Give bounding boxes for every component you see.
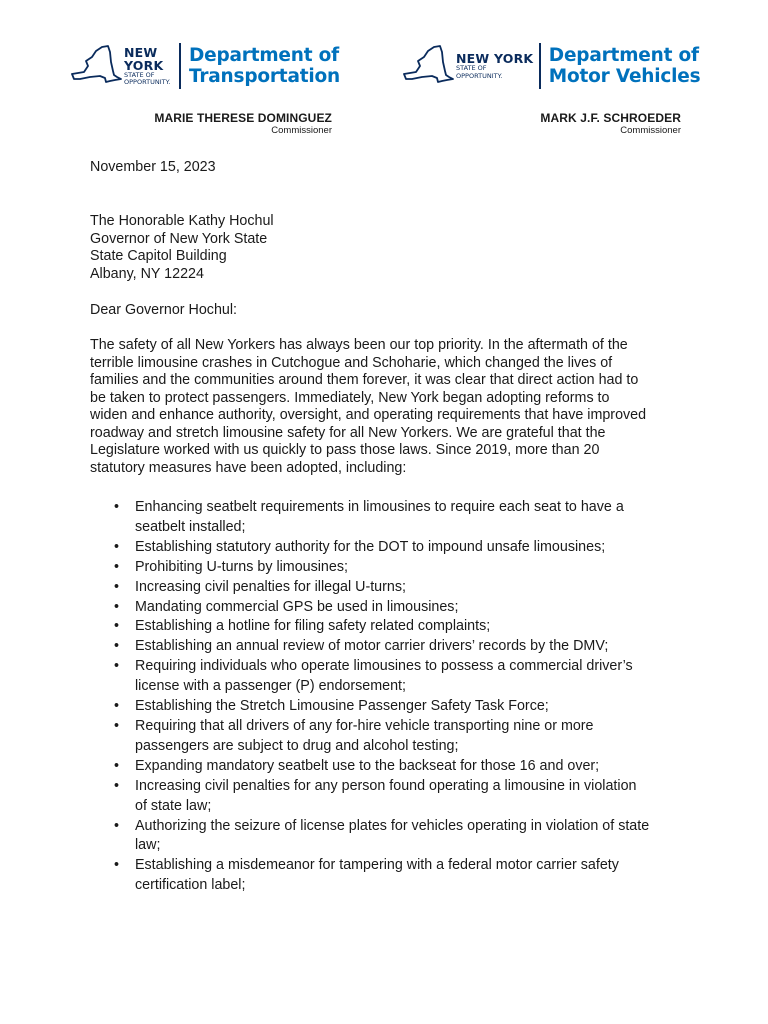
list-item bbox=[108, 578, 728, 598]
bullet-icon: • bbox=[114, 558, 120, 575]
commissioner-title: Commissioner bbox=[271, 125, 332, 136]
bullet-icon: • bbox=[114, 538, 120, 555]
bullet-icon: • bbox=[114, 698, 120, 715]
list-item bbox=[108, 856, 728, 896]
bullet-icon: • bbox=[114, 857, 120, 874]
list-item-text: passengers are subject to drug and alcohol testing; bbox=[135, 737, 459, 754]
list-item-text: Mandating commercial GPS be used in limousines; bbox=[135, 598, 459, 615]
list-item bbox=[108, 498, 728, 538]
commissioner-title: Commissioner bbox=[620, 125, 681, 136]
ny-title: NEW YORK bbox=[456, 51, 534, 66]
paragraph-line: The safety of all New Yorkers has always been our top priority. In the aftermath of the bbox=[90, 337, 628, 353]
paragraph-line: widen and enhance authority, oversight, and operating requirements that have improved bbox=[90, 407, 647, 423]
address-line: Albany, NY 12224 bbox=[90, 265, 204, 282]
bullet-icon: • bbox=[114, 638, 120, 655]
list-item-text: Establishing a misdemeanor for tampering with a federal motor carrier safety bbox=[135, 857, 619, 874]
ny-wordmark bbox=[124, 46, 173, 87]
list-item bbox=[108, 617, 728, 637]
list-item-text: of state law; bbox=[135, 797, 212, 814]
list-item bbox=[108, 777, 728, 817]
ny-sub-2: OPPORTUNITY. bbox=[124, 78, 171, 86]
list-item-text: Establishing the Stretch Limousine Passenger Safety Task Force; bbox=[135, 698, 549, 715]
address-line: Governor of New York State bbox=[90, 230, 268, 247]
list-item-text: Requiring individuals who operate limousines to possess a commercial driver’s bbox=[135, 658, 633, 675]
dept-name bbox=[189, 45, 340, 87]
address-line: The Honorable Kathy Hochul bbox=[90, 213, 274, 229]
list-item bbox=[108, 538, 728, 558]
list-item bbox=[108, 817, 728, 857]
dept-line-2: Transportation bbox=[188, 66, 340, 87]
list-item bbox=[108, 657, 728, 697]
dot-commissioner bbox=[154, 111, 332, 137]
nysdot-logo bbox=[70, 30, 340, 102]
ny-wordmark bbox=[456, 52, 533, 80]
paragraph-line: roadway and stretch limousine safety for all New Yorkers. We are grateful that the bbox=[90, 424, 606, 441]
list-item-text: Requiring that all drivers of any for-hire vehicle transporting nine or more bbox=[135, 717, 594, 734]
list-item-text: Establishing a hotline for filing safety related complaints; bbox=[135, 618, 491, 635]
logo-divider bbox=[179, 43, 181, 89]
bullet-icon: • bbox=[114, 578, 120, 595]
dept-line-1: Department of bbox=[548, 45, 699, 66]
list-item-text: Establishing statutory authority for the DOT to impound unsafe limousines; bbox=[135, 538, 606, 555]
list-item bbox=[108, 697, 728, 717]
list-item bbox=[108, 717, 728, 757]
commissioner-name: MARK J.F. SCHROEDER bbox=[540, 111, 681, 125]
ny-sub-1: STATE OF bbox=[124, 70, 155, 79]
list-item-text: seatbelt installed; bbox=[135, 518, 246, 535]
logo-divider bbox=[539, 43, 541, 89]
list-item bbox=[108, 637, 728, 657]
dept-name bbox=[549, 45, 701, 87]
list-item-text: Enhancing seatbelt requirements in limousines to require each seat to have a bbox=[135, 499, 624, 515]
bullet-icon: • bbox=[114, 658, 120, 675]
paragraph-line: families and the communities around them forever, it was clear that direct action had to bbox=[90, 372, 639, 388]
dmv-commissioner bbox=[540, 111, 681, 137]
new-york-state-map-icon bbox=[70, 44, 122, 88]
measures-list bbox=[108, 498, 728, 896]
ny-title: NEW YORK bbox=[124, 44, 164, 73]
paragraph-line: statutory measures have been adopted, including: bbox=[90, 459, 407, 476]
letter-date: November 15, 2023 bbox=[90, 159, 216, 175]
list-item-text: Authorizing the seizure of license plates for vehicles operating in violation of state bbox=[135, 817, 650, 834]
bullet-icon: • bbox=[114, 757, 120, 774]
paragraph-line: be taken to protect passengers. Immediately, New York began adopting reforms to bbox=[90, 389, 610, 406]
list-item-text: certification label; bbox=[135, 877, 246, 894]
list-item-text: Prohibiting U-turns by limousines; bbox=[135, 558, 348, 575]
paragraph-line: terrible limousine crashes in Cutchogue and Schoharie, which changed the lives of bbox=[90, 354, 613, 371]
address-line: State Capitol Building bbox=[90, 248, 227, 264]
list-item bbox=[108, 757, 728, 777]
list-item-text: Expanding mandatory seatbelt use to the backseat for those 16 and over; bbox=[135, 757, 600, 774]
dept-line-1: Department of bbox=[188, 45, 339, 66]
paragraph-line: Legislature worked with us quickly to pass those laws. Since 2019, more than 20 bbox=[90, 442, 600, 458]
list-item-text: Increasing civil penalties for illegal U-turns; bbox=[135, 578, 406, 595]
list-item bbox=[108, 558, 728, 578]
bullet-icon: • bbox=[114, 618, 120, 635]
list-item bbox=[108, 598, 728, 618]
bullet-icon: • bbox=[114, 777, 120, 794]
bullet-icon: • bbox=[114, 717, 120, 734]
list-item-text: Establishing an annual review of motor carrier drivers’ records by the DMV; bbox=[135, 638, 609, 655]
dept-line-2: Motor Vehicles bbox=[548, 66, 701, 87]
bullet-icon: • bbox=[114, 817, 120, 834]
ny-sub-1: STATE OF bbox=[456, 64, 487, 72]
recipient-address bbox=[90, 213, 274, 283]
commissioner-name: MARIE THERESE DOMINGUEZ bbox=[154, 111, 332, 125]
list-item-text: law; bbox=[135, 837, 161, 854]
body-paragraph bbox=[90, 337, 680, 477]
list-item-text: Increasing civil penalties for any person found operating a limousine in violation bbox=[135, 777, 637, 794]
nysdmv-logo bbox=[402, 30, 702, 102]
salutation: Dear Governor Hochul: bbox=[90, 302, 238, 318]
list-item-text: license with a passenger (P) endorsement; bbox=[135, 678, 406, 695]
bullet-icon: • bbox=[114, 598, 120, 615]
ny-sub-2: OPPORTUNITY. bbox=[456, 71, 503, 80]
bullet-icon: • bbox=[114, 499, 120, 515]
new-york-state-map-icon bbox=[402, 44, 454, 88]
